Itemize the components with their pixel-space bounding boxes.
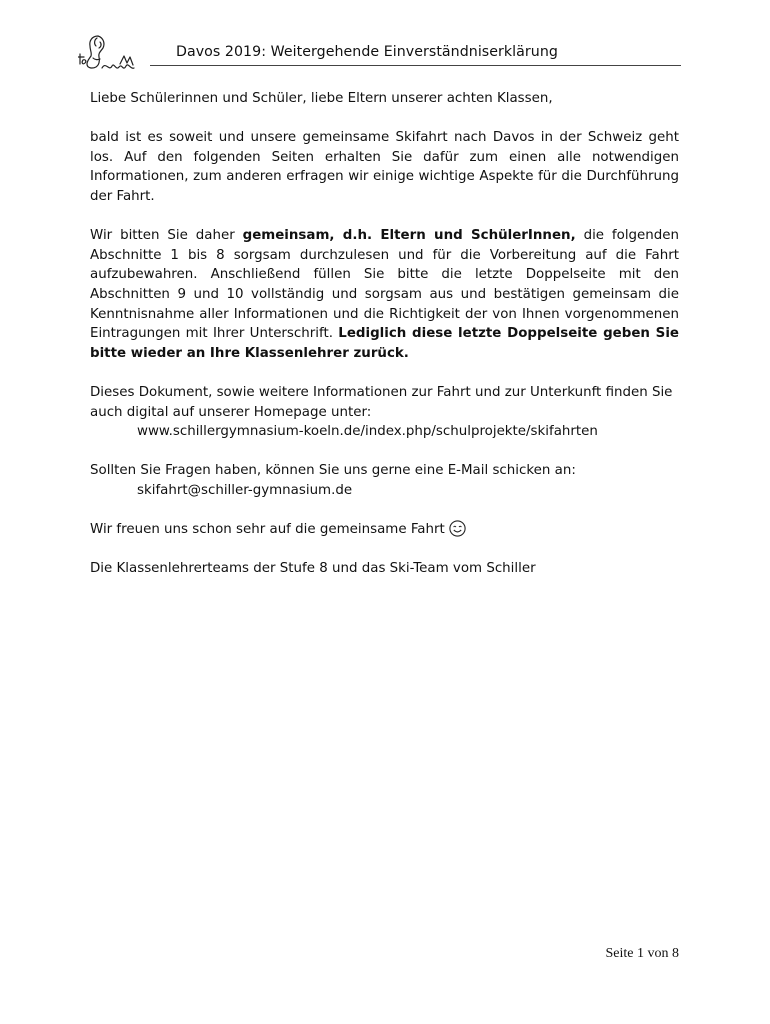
closing-text: Wir freuen uns schon sehr auf die gemeinsame Fahrt: [90, 522, 445, 538]
email-link[interactable]: skifahrt@schiller-gymnasium.de: [137, 482, 353, 498]
letter-body: [90, 89, 679, 579]
page-indicator: Seite 1 von 8: [605, 946, 679, 961]
intro-paragraph: bald ist es soweit und unsere gemeinsame Skifahrt nach Davos in der Schweiz geht los. Auf den folgenden Seiten erhalten Sie dafür zum einen alle notwendigen Informationen, zum anderen erfragen wir einige wichtige Aspekte für die Durchführung der Fahrt.: [90, 130, 679, 204]
request-paragraph: [90, 226, 679, 363]
closing-paragraph: [90, 520, 679, 540]
request-text-1: Wir bitten Sie daher: [90, 228, 243, 244]
document-info-paragraph: Dieses Dokument, sowie weitere Informationen zur Fahrt und zur Unterkunft finden Sie auch digital auf unserer Homepage unter:: [90, 384, 673, 420]
homepage-link[interactable]: www.schillergymnasium-koeln.de/index.php/schulprojekte/skifahrten: [137, 424, 598, 440]
greeting-paragraph: Liebe Schülerinnen und Schüler, liebe Eltern unserer achten Klassen,: [90, 91, 553, 106]
header-title: Davos 2019: Weitergehende Einverständniserklärung: [176, 44, 558, 60]
questions-paragraph: Sollten Sie Fragen haben, können Sie uns gerne eine E-Mail schicken an:: [90, 463, 576, 479]
school-logo-icon: [78, 30, 146, 74]
signature-paragraph: Die Klassenlehrerteams der Stufe 8 und das Ski-Team vom Schiller: [90, 561, 536, 577]
request-bold-2: Lediglich diese letzte Doppelseite geben Sie bitte wieder an Ihre Klassenlehrer zurück.: [90, 326, 679, 361]
smiley-face-icon: [449, 520, 466, 537]
header-rule: [150, 65, 681, 66]
request-text-2: die folgenden Abschnitte 1 bis 8 sorgsam durchzulesen und für die Vorbereitung auf die Fahrt aufzubewahren. Anschließend füllen Sie bitte die letzte Doppelseite mit den Abschnitten 9 und 10 vollständig und sorgsam aus und bestätigen gemeinsam die Kenntnisnahme aller Informationen und die Richtigkeit der von Ihnen vorgenommenen Eintragungen mit Ihrer Unterschrift.: [90, 228, 679, 342]
request-bold-1: gemeinsam, d.h. Eltern und SchülerInnen,: [242, 228, 576, 244]
